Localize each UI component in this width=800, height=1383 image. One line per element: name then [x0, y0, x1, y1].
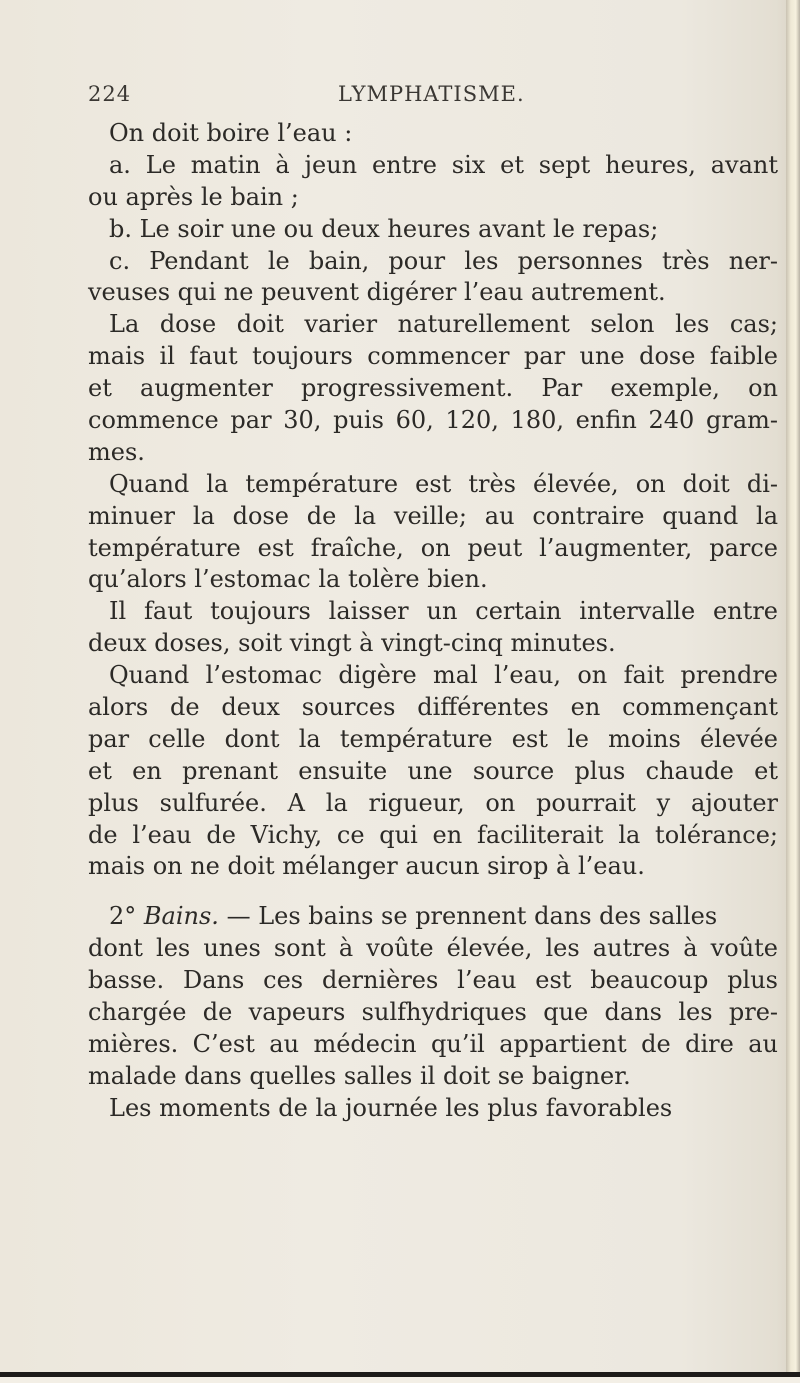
running-title: LYMPHATISME.: [338, 82, 525, 106]
text-line: qu’alors l’estomac la tolère bien.: [88, 565, 488, 594]
running-header: [88, 82, 768, 114]
text-line: Quand l’estomac digère mal l’eau, on fait prendre: [109, 661, 778, 690]
text-line: a. Le matin à jeun entre six et sept heures, avant: [109, 150, 778, 179]
section-title: Bains.: [143, 902, 219, 931]
paragraph-gap: [88, 883, 778, 901]
text-line: plus sulfurée. A la rigueur, on pourrait y ajouter: [88, 788, 778, 817]
text-line: mières. C’est au médecin qu’il appartient de dire au: [88, 1029, 778, 1058]
text-line: température est fraîche, on peut l’augmenter, parce: [88, 533, 778, 562]
text-line: de l’eau de Vichy, ce qui en faciliterait la tolérance;: [88, 820, 778, 849]
text-line: b. Le soir une ou deux heures avant le repas;: [109, 214, 659, 243]
body-text: [88, 118, 778, 1125]
bottom-margin-strip: [0, 1377, 800, 1383]
text-line: — Les bains se prennent dans des salles: [226, 902, 718, 931]
section-number: 2°: [109, 902, 144, 931]
page-edge-shadow: [786, 0, 800, 1383]
text-line: Quand la température est très élevée, on doit di-: [109, 469, 778, 498]
text-line: deux doses, soit vingt à vingt-cinq minutes.: [88, 629, 616, 658]
text-line: par celle dont la température est le moins élevée: [88, 724, 778, 753]
text-line: c. Pendant le bain, pour les personnes très ner-: [109, 246, 778, 275]
page-number: 224: [88, 82, 132, 106]
text-line: dont les unes sont à voûte élevée, les autres à voûte: [88, 934, 778, 963]
section-line: [88, 901, 778, 933]
text-line: ou après le bain ;: [88, 182, 299, 211]
text-line: malade dans quelles salles il doit se baigner.: [88, 1061, 631, 1090]
text-line: mais il faut toujours commencer par une dose faible: [88, 342, 778, 371]
text-line: veuses qui ne peuvent digérer l’eau autrement.: [88, 278, 666, 307]
text-line: On doit boire l’eau :: [109, 119, 353, 147]
text-line: minuer la dose de la veille; au contraire quand la: [88, 501, 778, 530]
text-line: basse. Dans ces dernières l’eau est beaucoup plus: [88, 966, 778, 995]
text-line: mais on ne doit mélanger aucun sirop à l’eau.: [88, 852, 645, 881]
text-line: et en prenant ensuite une source plus chaude et: [88, 756, 778, 785]
text-line: Il faut toujours laisser un certain intervalle entre: [109, 597, 778, 626]
text-line: chargée de vapeurs sulfhydriques que dans les pre-: [88, 998, 778, 1027]
text-line: La dose doit varier naturellement selon les cas;: [109, 310, 778, 339]
text-line: et augmenter progressivement. Par exemple, on: [88, 374, 778, 403]
text-line: commence par 30, puis 60, 120, 180, enfin 240 gram-: [88, 406, 778, 435]
text-line: Les moments de la journée les plus favorables: [109, 1093, 673, 1122]
text-line: alors de deux sources différentes en commençant: [88, 693, 778, 722]
text-line: mes.: [88, 437, 145, 466]
